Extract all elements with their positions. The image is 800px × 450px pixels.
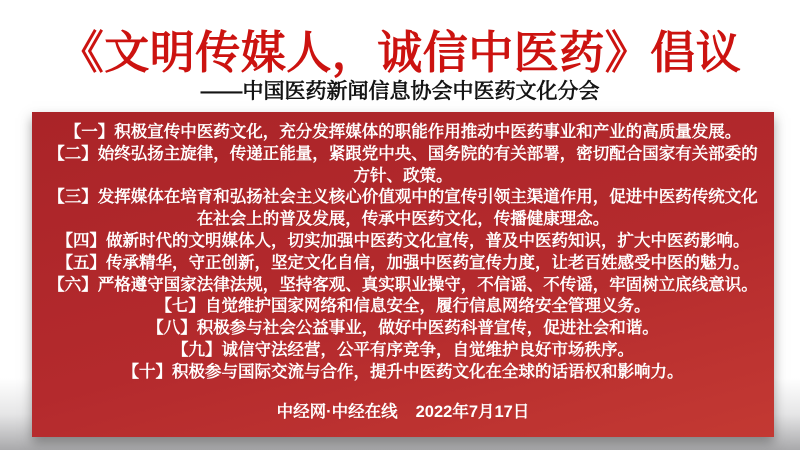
proposal-item-9: 【九】诚信守法经营，公平有序竞争，自觉维护良好市场秩序。 [172, 340, 634, 359]
poster-title: 《文明传媒人，诚信中医药》倡议 [58, 27, 742, 78]
proposal-panel [32, 112, 774, 437]
proposal-item-4: 【四】做新时代的文明媒体人，切实加强中医药文化宣传，普及中医药知识，扩大中医药影响。 [56, 231, 750, 250]
footer-source: 中经网·中经在线 [276, 402, 398, 421]
proposal-item-2: 【二】始终弘扬主旋律，传递正能量，紧跟党中央、国务院的有关部署，密切配合国家有关部委的方针、政策。 [48, 144, 758, 185]
proposal-item-1: 【一】积极宣传中医药文化，充分发挥媒体的职能作用推动中医药事业和产业的高质量发展。 [64, 123, 742, 141]
proposal-item-7: 【七】自觉维护国家网络和信息安全，履行信息网络安全管理义务。 [155, 297, 651, 316]
poster-subtitle: ——中国医药新闻信息协会中医药文化分会 [200, 80, 600, 103]
proposal-item-10: 【十】积极参与国际交流与合作，提升中医药文化在全球的话语权和影响力。 [122, 362, 684, 381]
proposal-item-5: 【五】传承精华，守正创新，坚定文化自信，加强中医药宣传力度，让老百姓感受中医的魅力。 [56, 253, 750, 272]
footer-date: 2022年7月17日 [415, 402, 530, 421]
proposal-item-3: 【三】发挥媒体在培育和弘扬社会主义核心价值观中的宣传引领主渠道作用，促进中医药传统文化在社会上的普及发展，传承中医药文化，传播健康理念。 [48, 188, 758, 229]
proposal-item-6: 【六】严格遵守国家法律法规，坚持客观、真实职业操守，不信谣、不传谣，牢固树立底线意识。 [48, 275, 758, 294]
panel-footer [43, 401, 763, 423]
proposal-item-8: 【八】积极参与社会公益事业，做好中医药科普宣传，促进社会和谐。 [147, 319, 659, 338]
